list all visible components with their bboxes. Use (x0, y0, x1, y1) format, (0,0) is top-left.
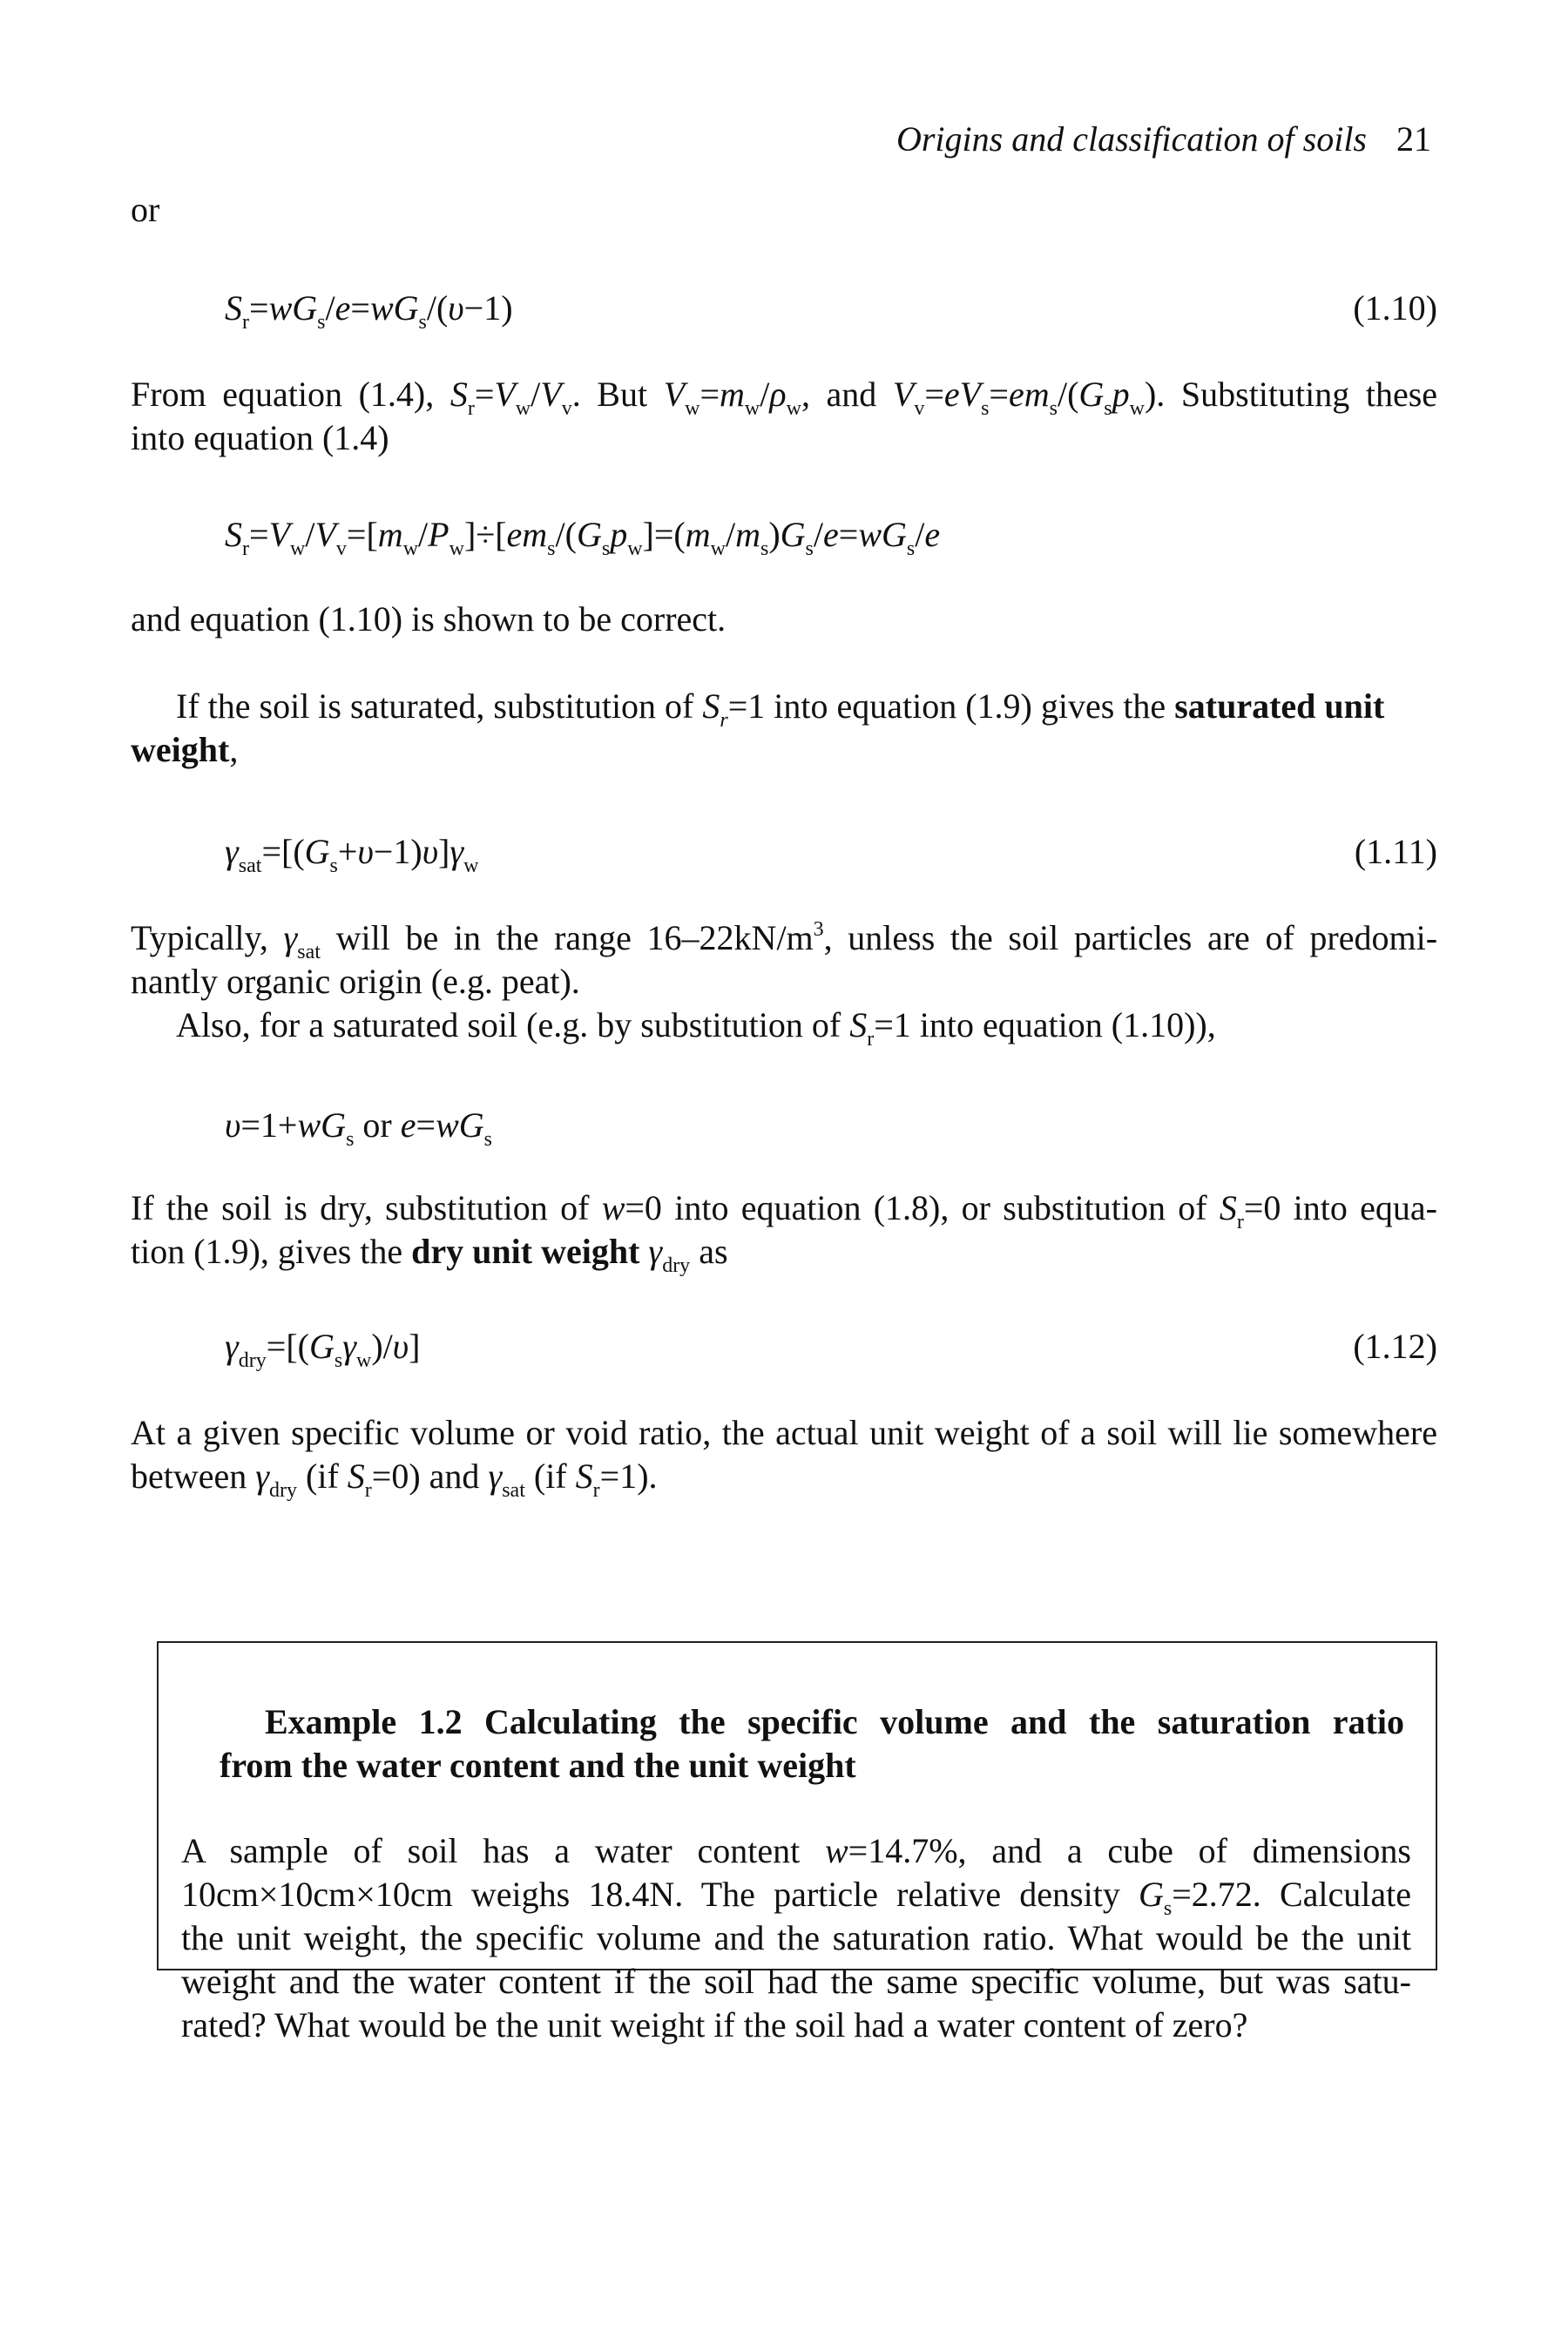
example-body: A sample of soil has a water content w=14.7%, and a cube of dimensions 10cm×10cm×10cm weighs 18.4N. The particle relative density $G_s=2.72$. Calculate the unit weight, the specific volume and the saturation ratio. What would be the unit weight and the water content if the soil had the same specific volume, but was satu- rated? What would be the unit weight if the soil had a water content of zero? (181, 1831, 1412, 2044)
equation-substitution: $S_r=V_w/V_v=[m_w/P_w]\div[em_s/(G_sp_w]=(m_w/m_s)G_s/e=wG_s/e$ (225, 515, 941, 560)
paragraph-typically: Typically, $\gamma_{sat}$ will be in the range $16-22kN/m^3$, unless the soil particles are of predomi- nantly organic origin (e.g. peat). Also, for a saturated soil (e.g. by substitution of $S_r=1$ into equation (1.10)), (131, 918, 1438, 1051)
paragraph-given-volume: At a given specific volume or void ratio, the actual unit weight of a soil will lie somewhere between $\gamma_{dry}$ (if $S_r=0$) and $\gamma_{sat}$ (if $S_r=1$). (131, 1413, 1437, 1502)
equation-substitution-row (131, 514, 1437, 563)
equation-1-12-number: (1.12) (1353, 1327, 1437, 1366)
paragraph-shown-correct: and equation (1.10) is shown to be correct. (131, 599, 727, 639)
equation-1-11-number: (1.11) (1354, 832, 1437, 871)
equation-1-11: $\gamma_{sat}=[(G_s+\upsilon-1)\upsilon]\gamma_w$ (225, 832, 479, 877)
term-saturated-unit-weight: saturated unit (1174, 686, 1385, 726)
equation-1-12: $\gamma_{dry}=[(G_s\gamma_w)/\upsilon]$ (225, 1327, 421, 1372)
running-header-title: Origins and classification of soils (896, 119, 1367, 159)
equation-saturated-relation: $\upsilon=1+wG_s$ or $e=wG_s$ (225, 1105, 492, 1151)
example-title: Example 1.2 Calculating the specific volume and the saturation ratio from the water content and the unit weight (220, 1702, 1404, 1785)
equation-1-12-row (131, 1326, 1437, 1375)
page-number: 21 (1396, 119, 1431, 159)
paragraph-from-equation: From equation (1.4), $S_r=V_w/V_v$. But $V_w=m_w/\rho_w$, and $V_v=eV_s=em_s/(G_sp_w)$. Substituting these into equation (1.4) (131, 375, 1438, 457)
equation-1-10-row (131, 287, 1437, 336)
term-dry-unit-weight: dry unit weight (411, 1232, 640, 1271)
example-box (157, 1641, 1437, 2044)
equation-1-10: $S_r=wG_s/e=wG_s/(\upsilon-1)$ (225, 288, 513, 334)
equation-1-10-number: (1.10) (1353, 288, 1437, 328)
paragraph-dry: If the soil is dry, substitution of w=0 into equation (1.8), or substitution of $S_r=0$ into equa- tion (1.9), gives the dry unit weight $\gamma_{dry}$ as (131, 1188, 1437, 1277)
equation-saturated-relation-row (131, 1105, 1437, 1153)
text-or: or (131, 190, 160, 229)
paragraph-saturated: If the soil is saturated, substitution of $S_r=1$ into equation (1.9) gives the saturated unit weight, (131, 686, 1385, 769)
equation-1-11-row (131, 831, 1437, 880)
running-header (896, 118, 1431, 159)
